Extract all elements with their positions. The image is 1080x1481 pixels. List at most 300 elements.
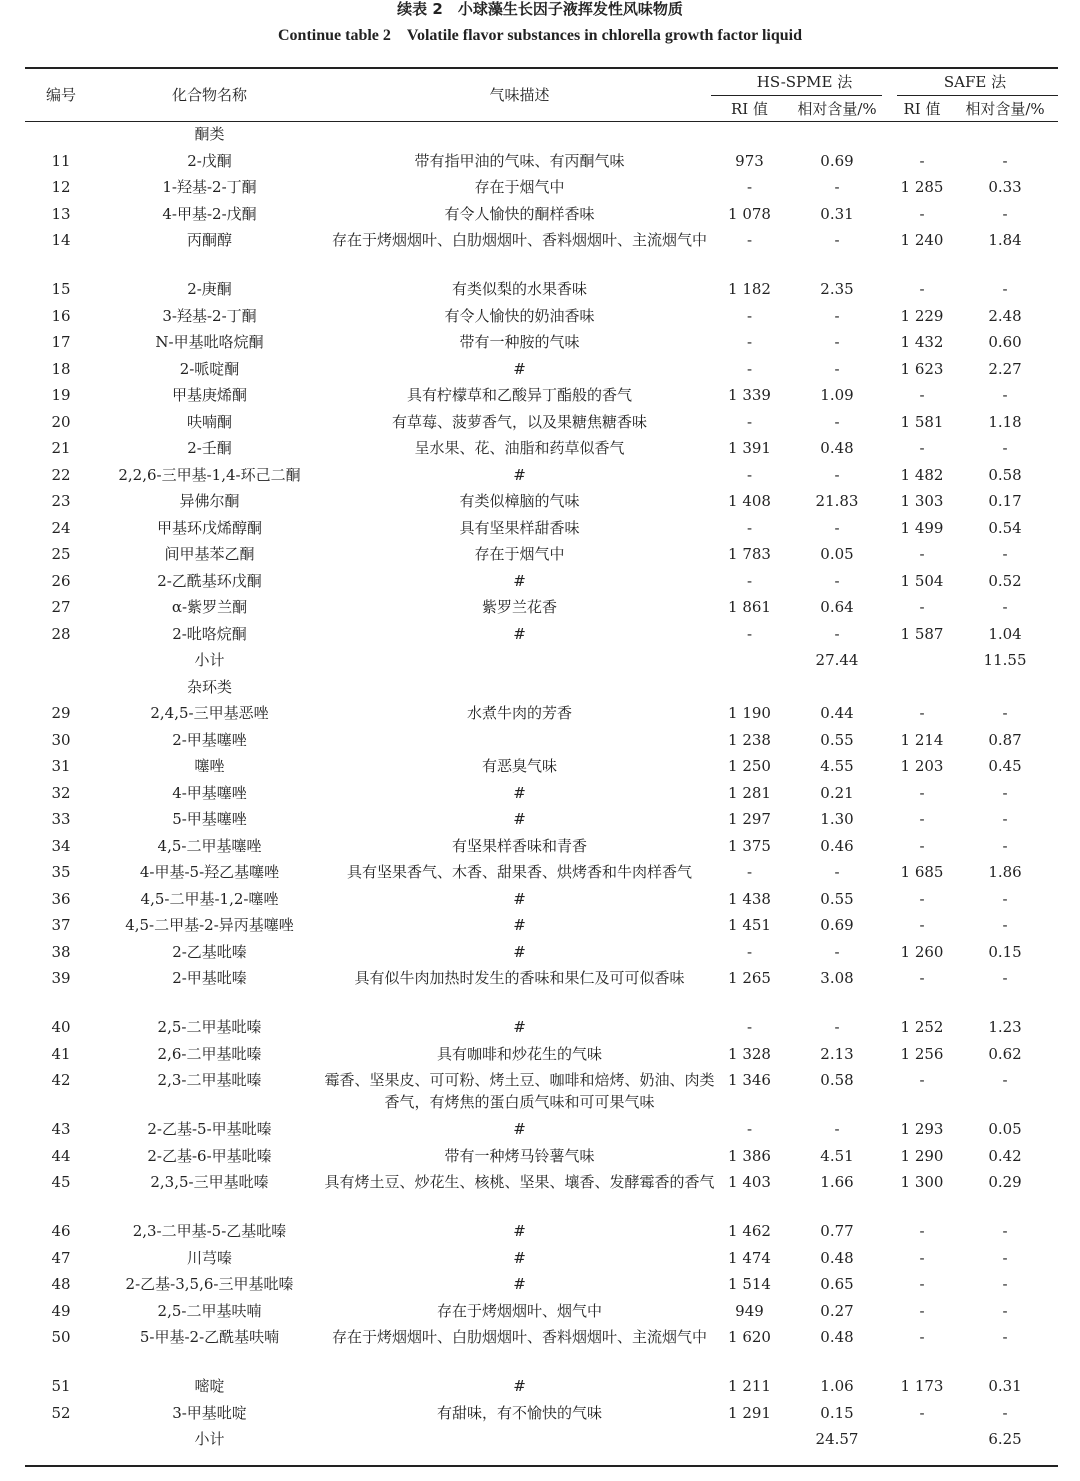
odor-description: 具有似牛肉加热时发生的香味和果仁及可可似香味 <box>354 969 685 987</box>
bottom-rule <box>25 1465 1058 1467</box>
compound-name: 2,5-二甲基吡嗪 <box>157 1018 262 1036</box>
safe-relative-content: - <box>1002 204 1008 223</box>
table-row <box>25 727 1058 754</box>
hs-spme-ri: - <box>746 359 753 378</box>
safe-relative-content: - <box>1002 280 1008 298</box>
odor-description: 存在于烤烟烟叶、烟气中 <box>436 1301 602 1320</box>
safe-relative-content: - <box>1002 704 1008 722</box>
hs-spme-ri: - <box>746 571 753 590</box>
safe-ri: 1 229 <box>900 306 944 325</box>
safe-ri: - <box>919 1403 925 1422</box>
safe-ri: - <box>919 1275 925 1293</box>
odor-description: 有类似樟脑的气味 <box>459 492 580 510</box>
table-row <box>25 515 1058 542</box>
hs-spme-relative-content: 0.64 <box>820 598 854 616</box>
odor-description: 水煮牛肉的芳香 <box>466 704 572 722</box>
row-number: 36 <box>51 889 71 908</box>
table-row <box>25 1373 1058 1400</box>
hs-spme-relative-content: - <box>834 518 840 537</box>
compound-name: 噻唑 <box>194 757 225 775</box>
row-number: 20 <box>51 412 71 431</box>
hs-spme-relative-content: - <box>834 231 840 249</box>
header-name: 化合物名称 <box>171 86 247 104</box>
empty-cell <box>717 647 782 674</box>
odor-description: # <box>513 624 526 643</box>
hs-spme-relative-content: 0.77 <box>820 1222 854 1240</box>
row-number: 24 <box>51 518 71 537</box>
compound-name: 2-戊酮 <box>187 151 232 170</box>
safe-relative-content: 0.31 <box>988 1377 1022 1395</box>
hs-spme-ri: 1 451 <box>728 916 771 934</box>
safe-ri: - <box>919 439 925 457</box>
compound-name: 2-乙基-3,5,6-三甲基吡嗪 <box>125 1275 294 1293</box>
table-row <box>25 174 1058 201</box>
table-row <box>25 329 1058 356</box>
compound-name: 2,2,6-三甲基-1,4-环己二酮 <box>118 465 301 484</box>
hs-spme-relative-content: - <box>834 359 840 378</box>
hs-spme-relative-content: - <box>834 1120 840 1138</box>
hs-spme-ri: 1 462 <box>728 1222 771 1240</box>
row-number: 41 <box>51 1044 71 1063</box>
odor-description: # <box>513 465 526 484</box>
safe-ri: 1 293 <box>900 1120 944 1138</box>
row-number: 18 <box>51 359 71 378</box>
row-number: 31 <box>51 757 71 775</box>
table-row <box>25 303 1058 330</box>
section-header-row <box>25 121 1058 148</box>
odor-description: 存在于烟气中 <box>474 178 565 196</box>
hs-spme-relative-content: - <box>834 942 840 961</box>
hs-spme-ri: - <box>746 178 753 196</box>
empty-cell <box>892 647 952 674</box>
hs-spme-relative-content: 0.58 <box>820 1071 854 1089</box>
safe-relative-content: - <box>1002 889 1008 908</box>
hs-spme-ri: - <box>746 518 753 537</box>
odor-description: 具有柠檬草和乙酸异丁酯般的香气 <box>406 386 632 404</box>
table-title-en: Continue table 2 Volatile flavor substances in chlorella growth factor liquid <box>277 27 803 44</box>
safe-ri: 1 240 <box>900 231 944 249</box>
odor-description <box>322 727 717 754</box>
hs-spme-ri: - <box>746 863 753 881</box>
compound-name: 2-乙酰基环戊酮 <box>157 571 262 590</box>
header-ri-2: RI 值 <box>903 99 941 118</box>
hs-spme-relative-content: - <box>834 863 840 881</box>
hs-spme-ri: - <box>746 1018 753 1036</box>
odor-description: 霉香、坚果皮、可可粉、烤土豆、咖啡和焙烤、奶油、肉类香气，有烤焦的蛋白质气味和可可果气味 <box>324 1071 715 1111</box>
odor-description: 有类似梨的水果香味 <box>451 280 587 298</box>
empty-cell <box>25 121 97 148</box>
table-row <box>25 409 1058 436</box>
odor-description: # <box>513 889 526 908</box>
safe-ri: 1 260 <box>900 942 944 961</box>
row-number: 50 <box>51 1328 71 1346</box>
subtotal-hs-spme: 27.44 <box>815 651 859 669</box>
odor-description: 有恶臭气味 <box>481 757 557 775</box>
hs-spme-relative-content: 0.55 <box>820 730 854 749</box>
table-row <box>25 859 1058 886</box>
subtotal-label: 小计 <box>194 651 225 669</box>
safe-ri: 1 290 <box>900 1146 944 1165</box>
hs-spme-ri: 1 211 <box>728 1377 771 1395</box>
safe-ri: - <box>919 704 925 722</box>
safe-relative-content: 0.29 <box>988 1173 1022 1191</box>
hs-spme-relative-content: 0.44 <box>820 704 854 722</box>
header-ri-1: RI 值 <box>731 99 768 118</box>
hs-spme-ri: 1 783 <box>728 545 771 563</box>
volatile-flavor-table <box>25 68 1058 1453</box>
hs-spme-relative-content: - <box>834 624 840 643</box>
safe-relative-content: 0.62 <box>988 1044 1022 1063</box>
compound-name: 2,6-二甲基吡嗪 <box>157 1044 262 1063</box>
safe-ri: - <box>919 1071 925 1089</box>
safe-relative-content: 1.23 <box>988 1018 1022 1036</box>
safe-ri: - <box>919 545 925 563</box>
hs-spme-relative-content: 0.48 <box>820 1328 854 1346</box>
subtotal-safe: 11.55 <box>983 651 1027 669</box>
safe-ri: - <box>919 1222 925 1240</box>
row-number: 29 <box>51 704 71 722</box>
row-number: 12 <box>51 178 71 196</box>
row-number: 19 <box>51 386 71 404</box>
hs-spme-ri: 1 438 <box>728 889 771 908</box>
row-number: 46 <box>51 1222 71 1240</box>
hs-spme-relative-content: 0.48 <box>820 1248 854 1267</box>
safe-relative-content: - <box>1002 151 1008 170</box>
table-row <box>25 621 1058 648</box>
hs-spme-relative-content: - <box>834 306 840 325</box>
empty-cell <box>322 1426 717 1453</box>
safe-relative-content: - <box>1002 1248 1008 1267</box>
odor-description: # <box>513 1275 526 1293</box>
odor-description: 呈水果、花、油脂和药草似香气 <box>414 439 625 457</box>
safe-relative-content: 0.58 <box>988 465 1022 484</box>
header-no: 编号 <box>45 86 76 104</box>
odor-description: 具有咖啡和炒花生的气味 <box>436 1044 602 1063</box>
safe-relative-content: 0.54 <box>988 518 1022 537</box>
odor-description: 有草莓、菠萝香气，以及果糖焦糖香味 <box>391 412 647 431</box>
table-row <box>25 541 1058 568</box>
safe-relative-content: 1.84 <box>988 231 1022 249</box>
odor-description: # <box>513 916 526 934</box>
safe-relative-content: 0.15 <box>988 942 1022 961</box>
odor-description: 紫罗兰花香 <box>481 598 557 616</box>
compound-name: 2-甲基吡嗪 <box>172 969 247 987</box>
row-number: 21 <box>51 439 71 457</box>
table-row <box>25 1014 1058 1041</box>
odor-description: 具有烤土豆、炒花生、核桃、坚果、壤香、发酵霉香的香气 <box>324 1173 715 1191</box>
empty-cell <box>322 647 717 674</box>
odor-description: 带有一种烤马铃薯气味 <box>444 1146 595 1165</box>
compound-name: 2,3-二甲基-5-乙基吡嗪 <box>132 1222 287 1240</box>
hs-spme-relative-content: 4.51 <box>820 1146 854 1165</box>
hs-spme-ri: - <box>746 306 753 325</box>
hs-spme-relative-content: 0.31 <box>820 204 854 223</box>
hs-spme-ri: 1 265 <box>728 969 771 987</box>
hs-spme-relative-content: 1.30 <box>820 810 854 828</box>
odor-description: # <box>513 810 526 828</box>
safe-relative-content: - <box>1002 836 1008 855</box>
safe-ri: - <box>919 836 925 855</box>
hs-spme-relative-content: 0.48 <box>820 439 854 457</box>
compound-name: 3-羟基-2-丁酮 <box>162 306 257 325</box>
row-number: 35 <box>51 863 71 881</box>
table-row <box>25 753 1058 780</box>
hs-spme-ri: 1 339 <box>728 386 771 404</box>
table-row <box>25 1143 1058 1170</box>
table-row <box>25 568 1058 595</box>
compound-name: 4,5-二甲基-1,2-噻唑 <box>140 889 279 908</box>
safe-relative-content: 0.17 <box>988 492 1022 510</box>
hs-spme-ri: - <box>746 942 753 961</box>
compound-name: 嘧啶 <box>194 1377 225 1395</box>
hs-spme-relative-content: - <box>834 1018 840 1036</box>
row-number: 34 <box>51 836 71 855</box>
header-hs-spme: HS-SPME 法 <box>756 73 853 91</box>
safe-relative-content: - <box>1002 439 1008 457</box>
safe-relative-content: 0.45 <box>988 757 1022 775</box>
odor-description: # <box>513 942 526 961</box>
header-rel-1: 相对含量/% <box>797 99 877 118</box>
safe-relative-content: 0.60 <box>988 333 1022 351</box>
table-row <box>25 276 1058 303</box>
compound-name: 4-甲基噻唑 <box>172 783 247 802</box>
subtotal-label: 小计 <box>194 1430 225 1448</box>
safe-ri: 1 581 <box>900 412 944 431</box>
hs-spme-relative-content: 0.27 <box>820 1301 854 1320</box>
safe-relative-content: - <box>1002 1222 1008 1240</box>
safe-relative-content: 2.27 <box>988 359 1022 378</box>
odor-description: # <box>513 1018 526 1036</box>
hs-spme-ri: 1 182 <box>728 280 771 298</box>
row-number: 30 <box>51 730 71 749</box>
safe-relative-content: - <box>1002 1275 1008 1293</box>
hs-spme-relative-content: 0.69 <box>820 916 854 934</box>
safe-relative-content: 1.04 <box>988 624 1022 643</box>
compound-name: 甲基庚烯酮 <box>171 386 247 404</box>
row-number: 38 <box>51 942 71 961</box>
table-row <box>25 886 1058 913</box>
safe-relative-content: - <box>1002 969 1008 987</box>
safe-relative-content: 0.87 <box>988 730 1022 749</box>
hs-spme-ri: 949 <box>735 1301 764 1320</box>
hs-spme-ri: 1 238 <box>728 730 771 749</box>
compound-name: 3-甲基吡啶 <box>172 1403 247 1422</box>
hs-spme-relative-content: 4.55 <box>820 757 854 775</box>
safe-relative-content: - <box>1002 386 1008 404</box>
compound-name: 呋喃酮 <box>186 412 232 431</box>
compound-name: 4-甲基-2-戊酮 <box>162 204 257 223</box>
hs-spme-ri: - <box>746 465 753 484</box>
section-label: 酮类 <box>194 125 225 143</box>
safe-relative-content: 0.52 <box>988 571 1022 590</box>
row-number: 13 <box>51 204 71 223</box>
hs-spme-relative-content: - <box>834 178 840 196</box>
row-number: 27 <box>51 598 71 616</box>
section-label: 杂环类 <box>186 677 232 696</box>
safe-ri: 1 173 <box>900 1377 944 1395</box>
hs-spme-relative-content: 2.35 <box>820 280 854 298</box>
row-number: 17 <box>51 333 71 351</box>
odor-description: # <box>513 1222 526 1240</box>
odor-description: # <box>513 571 526 590</box>
safe-ri: - <box>919 598 925 616</box>
row-number: 39 <box>51 969 71 987</box>
hs-spme-ri: 1 408 <box>728 492 771 510</box>
compound-name: 5-甲基噻唑 <box>172 810 247 828</box>
safe-ri: - <box>919 280 925 298</box>
row-number: 32 <box>51 783 71 802</box>
row-number: 40 <box>51 1018 71 1036</box>
safe-ri: 1 214 <box>900 730 944 749</box>
subtotal-row <box>25 647 1058 674</box>
compound-name: 2-哌啶酮 <box>179 359 240 378</box>
hs-spme-relative-content: 0.69 <box>820 151 854 170</box>
safe-relative-content: 2.48 <box>988 306 1022 325</box>
hs-spme-ri: 1 346 <box>728 1071 771 1089</box>
hs-spme-ri: 1 861 <box>728 598 771 616</box>
empty-cell <box>322 121 1058 148</box>
row-number: 45 <box>51 1173 71 1191</box>
safe-ri: - <box>919 889 925 908</box>
row-number: 22 <box>51 465 71 484</box>
compound-name: 丙酮醇 <box>186 231 232 249</box>
table-row <box>25 700 1058 727</box>
header-rel-2: 相对含量/% <box>965 99 1045 118</box>
table-row <box>25 939 1058 966</box>
safe-ri: 1 203 <box>900 757 944 775</box>
compound-name: 4,5-二甲基-2-异丙基噻唑 <box>125 916 294 934</box>
row-number: 37 <box>51 916 71 934</box>
empty-cell <box>25 674 97 701</box>
row-number: 14 <box>51 231 71 249</box>
hs-spme-ri: 1 190 <box>728 704 771 722</box>
empty-cell <box>322 674 1058 701</box>
row-number: 49 <box>51 1301 71 1320</box>
table-row <box>25 1041 1058 1068</box>
hs-spme-ri: 1 250 <box>728 757 771 775</box>
table-row <box>25 462 1058 489</box>
table-row <box>25 780 1058 807</box>
hs-spme-ri: 1 386 <box>728 1146 771 1165</box>
empty-cell <box>717 1426 782 1453</box>
table-row <box>25 1298 1058 1325</box>
hs-spme-ri: 1 328 <box>728 1044 771 1063</box>
row-number: 25 <box>51 545 71 563</box>
safe-relative-content: 1.86 <box>988 863 1022 881</box>
hs-spme-ri: 1 403 <box>728 1173 771 1191</box>
safe-relative-content: - <box>1002 1328 1008 1346</box>
hs-spme-ri: - <box>746 333 753 351</box>
safe-ri: 1 285 <box>900 178 944 196</box>
hs-spme-ri: 1 620 <box>728 1328 771 1346</box>
odor-description: # <box>513 1248 526 1267</box>
row-number: 28 <box>51 624 71 643</box>
hs-spme-relative-content: 0.21 <box>820 783 854 802</box>
safe-ri: 1 482 <box>900 465 944 484</box>
row-number: 23 <box>51 492 71 510</box>
row-number: 43 <box>51 1120 71 1138</box>
row-number: 15 <box>51 280 71 298</box>
compound-name: 1-羟基-2-丁酮 <box>162 178 257 196</box>
odor-description: 有令人愉快的酮样香味 <box>444 204 595 223</box>
compound-name: 2-乙基-6-甲基吡嗪 <box>147 1146 272 1165</box>
hs-spme-relative-content: 21.83 <box>815 492 859 510</box>
table-row <box>25 382 1058 409</box>
safe-ri: 1 300 <box>900 1173 944 1191</box>
compound-name: 2-庚酮 <box>187 280 232 298</box>
safe-ri: 1 252 <box>900 1018 944 1036</box>
hs-spme-relative-content: 2.13 <box>820 1044 854 1063</box>
table-body <box>25 121 1058 1453</box>
compound-name: 2,3,5-三甲基吡嗪 <box>150 1173 269 1191</box>
compound-name: N-甲基吡咯烷酮 <box>155 333 264 351</box>
subtotal-hs-spme: 24.57 <box>815 1430 859 1448</box>
compound-name: 2,4,5-三甲基恶唑 <box>150 704 269 722</box>
hs-spme-relative-content: - <box>834 465 840 484</box>
empty-cell <box>25 647 97 674</box>
hs-spme-relative-content: 1.66 <box>820 1173 854 1191</box>
section-header-row <box>25 674 1058 701</box>
odor-description: 存在于烤烟烟叶、白肋烟烟叶、香料烟烟叶、主流烟气中 <box>331 1328 707 1346</box>
header-desc: 气味描述 <box>489 86 550 104</box>
compound-name: 异佛尔酮 <box>179 492 240 510</box>
safe-ri: - <box>919 204 925 223</box>
safe-relative-content: - <box>1002 545 1008 563</box>
safe-ri: 1 303 <box>900 492 944 510</box>
row-number: 26 <box>51 571 71 590</box>
table-row <box>25 594 1058 621</box>
row-number: 51 <box>51 1377 71 1395</box>
hs-spme-relative-content: 0.15 <box>820 1403 854 1422</box>
safe-ri: - <box>919 1248 925 1267</box>
odor-description: 具有坚果香气、木香、甜果香、烘烤香和牛肉样香气 <box>346 863 692 881</box>
hs-spme-relative-content: - <box>834 333 840 351</box>
hs-spme-ri: - <box>746 624 753 643</box>
header-safe: SAFE 法 <box>943 73 1007 91</box>
safe-ri: 1 587 <box>900 624 944 643</box>
table-row <box>25 833 1058 860</box>
compound-name: 2-甲基噻唑 <box>172 730 247 749</box>
hs-spme-ri: 1 514 <box>728 1275 771 1293</box>
safe-ri: - <box>919 969 925 987</box>
row-number: 11 <box>51 151 71 170</box>
compound-name: 2,3-二甲基吡嗪 <box>157 1071 262 1089</box>
table-title-cn: 续表 2 小球藻生长因子液挥发性风味物质 <box>397 0 683 18</box>
hs-spme-ri: 973 <box>735 151 764 170</box>
hs-spme-relative-content: 3.08 <box>820 969 854 987</box>
empty-cell <box>25 1426 97 1453</box>
subtotal-row <box>25 1426 1058 1453</box>
safe-relative-content: - <box>1002 810 1008 828</box>
row-number: 42 <box>51 1071 71 1089</box>
safe-ri: - <box>919 810 925 828</box>
table-row <box>25 1245 1058 1272</box>
hs-spme-relative-content: 1.06 <box>820 1377 854 1395</box>
safe-ri: 1 432 <box>900 333 944 351</box>
hs-spme-ri: - <box>746 412 753 431</box>
compound-name: α-紫罗兰酮 <box>171 598 248 616</box>
hs-spme-ri: 1 474 <box>728 1248 771 1267</box>
hs-spme-ri: 1 281 <box>728 783 771 802</box>
safe-relative-content: 0.33 <box>988 178 1022 196</box>
hs-spme-ri: 1 391 <box>728 439 771 457</box>
row-number: 47 <box>51 1248 71 1267</box>
table-row <box>25 148 1058 175</box>
safe-relative-content: - <box>1002 598 1008 616</box>
odor-description: 带有指甲油的气味、有丙酮气味 <box>414 151 625 170</box>
safe-ri: - <box>919 1301 925 1320</box>
odor-description: 带有一种胺的气味 <box>459 333 580 351</box>
